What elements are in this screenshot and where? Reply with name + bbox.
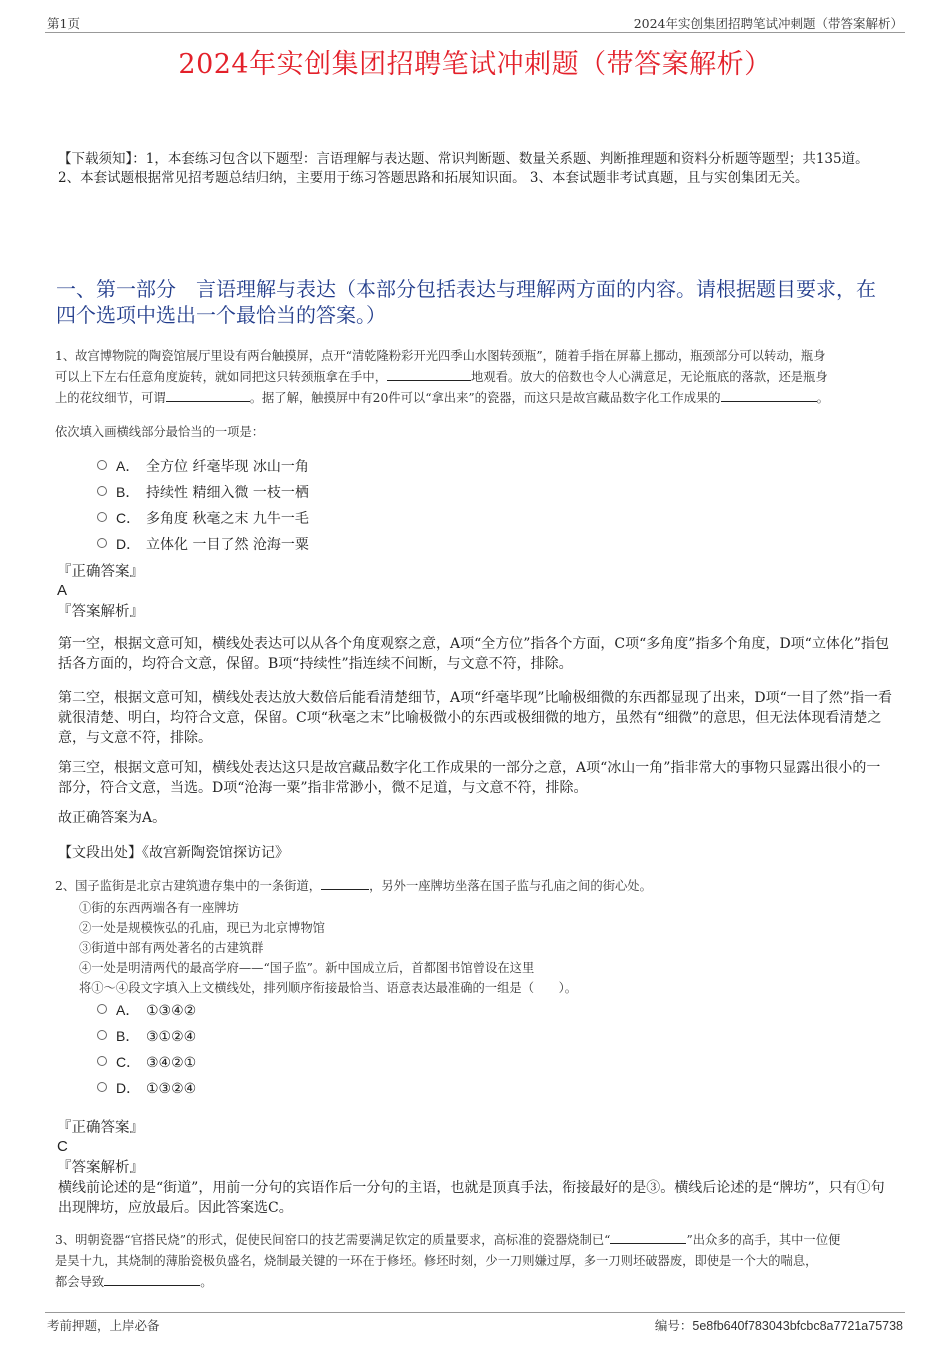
q1-analysis-3: 第三空，根据文意可知，横线处表达这只是故宫藏品数字化工作成果的一部分之意，A项“冰山一角”指非常大的事物只显露出很小的一部分，符合文意，当选。D项“沧海一粟”指非常渺小，微不足道，与文意不符，排除。	[58, 760, 881, 796]
q2-analysis: 横线前论述的是“街道”，用前一分句的宾语作后一分句的主语，也就是顶真手法，衔接最好的是③。横线后论述的是“牌坊”，只有①句出现牌坊，应放最后。因此答案选C。	[58, 1180, 885, 1216]
blank-q2	[321, 876, 369, 890]
q2-item-3: ③街道中部有两处著名的古建筑群	[79, 941, 264, 955]
q1-analysis-2: 第二空，根据文意可知，横线处表达放大数倍后能看清楚细节，A项“纤毫毕现”比喻极细微的东西都显现了出来，D项“一目了然”指一看就很清楚、明白，均符合文意，保留。C项“秋毫之末”比喻极微小的东西或极细微的地方，虽然有“细微”的意思，但无法体现看清楚之意，与文意不符，排除。	[58, 690, 892, 746]
radio-icon[interactable]	[97, 1056, 107, 1066]
page-number: 第1页	[47, 16, 80, 31]
question-1-stem	[55, 346, 892, 409]
q2-option-c[interactable]: C． ③④②①	[97, 1052, 196, 1073]
page-header	[45, 14, 905, 33]
q1-correct-answer-label: 『正确答案』	[57, 564, 144, 580]
q3-line-1: 3、明朝瓷器“官搭民烧”的形式，促使民间窑口的技艺需要满足钦定的质量要求，高标准的瓷器烧制已“ ”出众多的高手，其中一位便	[55, 1230, 892, 1251]
q1-analysis-conclusion: 故正确答案为A。	[58, 810, 167, 826]
blank-3	[721, 388, 817, 402]
header-doc-title: 2024年实创集团招聘笔试冲刺题（带答案解析）	[633, 16, 903, 31]
q1-correct-answer: A	[57, 582, 68, 599]
radio-icon[interactable]	[97, 460, 107, 470]
section-heading: 一、第一部分 言语理解与表达（本部分包括表达与理解两方面的内容。请根据题目要求，在四个选项中选出一个最恰当的答案。）	[56, 277, 876, 327]
q2-item-2: ②一处是规模恢弘的孔庙，现已为北京博物馆	[79, 921, 325, 935]
q1-line-2: 可以上下左右任意角度旋转，就如同把这只转颈瓶拿在手中， 地观看。放大的倍数也令人心满意足，无论瓶底的落款，还是瓶身	[55, 367, 892, 388]
q1-line-3: 上的花纹细节，可谓 。据了解，触摸屏中有20件可以“拿出来”的瓷器，而这只是故宫藏品数字化工作成果的 。	[55, 388, 892, 409]
radio-icon[interactable]	[97, 1030, 107, 1040]
q3-line-2: 是昊十九，其烧制的薄胎瓷极负盛名，烧制最关键的一环在于修坯。修坯时刻，少一刀则嫌过厚，多一刀则坯破器废，即使是一个大的喘息，	[55, 1254, 818, 1268]
radio-icon[interactable]	[97, 486, 107, 496]
q1-analysis-1: 第一空，根据文意可知，横线处表达可以从各个角度观察之意，A项“全方位”指各个方面，C项“多角度”指多个角度，D项“立体化”指包括各方面的，均符合文意，保留。B项“持续性”指连续不间断，与文意不符，排除。	[58, 636, 889, 672]
blank-q3-1	[610, 1230, 686, 1244]
q1-prompt: 依次填入画横线部分最恰当的一项是：	[55, 425, 265, 439]
q2-option-d[interactable]: D． ①③②④	[97, 1078, 196, 1099]
q3-line-3: 都会导致 。	[55, 1272, 892, 1293]
q1-option-a[interactable]: A． 全方位 纤毫毕现 冰山一角	[97, 456, 309, 477]
q2-correct-answer-label: 『正确答案』	[57, 1120, 144, 1136]
question-2-stem: 2、国子监街是北京古建筑遗存集中的一条街道， ，另外一座牌坊坐落在国子监与孔庙之间的街心处。	[55, 876, 892, 897]
page-title: 2024年实创集团招聘笔试冲刺题（带答案解析）	[178, 49, 772, 80]
q1-option-d[interactable]: D． 立体化 一目了然 沧海一粟	[97, 534, 309, 555]
download-notice: 【下载须知】：1，本套练习包含以下题型：言语理解与表达题、常识判断题、数量关系题、判断推理题和资料分析题等题型；共135道。 2、本套试题根据常见招考题总结归纳，主要用于练习答题思路和拓展知识面。 3、本套试题非考试真题，且与实创集团无关。	[58, 151, 869, 186]
q2-prompt: 将①～④段文字填入上文横线处，排列顺序衔接最恰当、语意表达最准确的一组是（ ）。	[79, 981, 578, 995]
q2-correct-answer: C	[57, 1138, 68, 1155]
blank-q3-2	[104, 1272, 200, 1286]
q1-option-b[interactable]: B． 持续性 精细入微 一枝一栖	[97, 482, 309, 503]
q2-option-a[interactable]: A． ①③④②	[97, 1000, 196, 1021]
footer-slogan: 考前押题，上岸必备	[47, 1318, 160, 1333]
page-footer	[45, 1312, 905, 1335]
q2-analysis-label: 『答案解析』	[57, 1160, 144, 1176]
q2-item-4: ④一处是明清两代的最高学府——“国子监”。新中国成立后，首都图书馆曾设在这里	[79, 961, 535, 975]
blank-1	[387, 367, 471, 381]
blank-2	[166, 388, 250, 402]
radio-icon[interactable]	[97, 512, 107, 522]
q1-analysis-label: 『答案解析』	[57, 604, 144, 620]
footer-code: 编号：5e8fb640f783043bfcbc8a7721a75738	[654, 1318, 903, 1333]
q1-option-c[interactable]: C． 多角度 秋毫之末 九牛一毛	[97, 508, 309, 529]
q1-source: 【文段出处】《故宫新陶瓷馆探访记》	[58, 845, 289, 861]
question-3-stem	[55, 1230, 892, 1293]
radio-icon[interactable]	[97, 1082, 107, 1092]
q1-line-1: 1、故宫博物院的陶瓷馆展厅里设有两台触摸屏，点开“清乾隆粉彩开光四季山水图转颈瓶”，随着手指在屏幕上挪动，瓶颈部分可以转动，瓶身	[55, 349, 826, 363]
q2-item-1: ①街的东西两端各有一座牌坊	[79, 901, 239, 915]
radio-icon[interactable]	[97, 538, 107, 548]
q2-option-b[interactable]: B． ③①②④	[97, 1026, 196, 1047]
radio-icon[interactable]	[97, 1004, 107, 1014]
